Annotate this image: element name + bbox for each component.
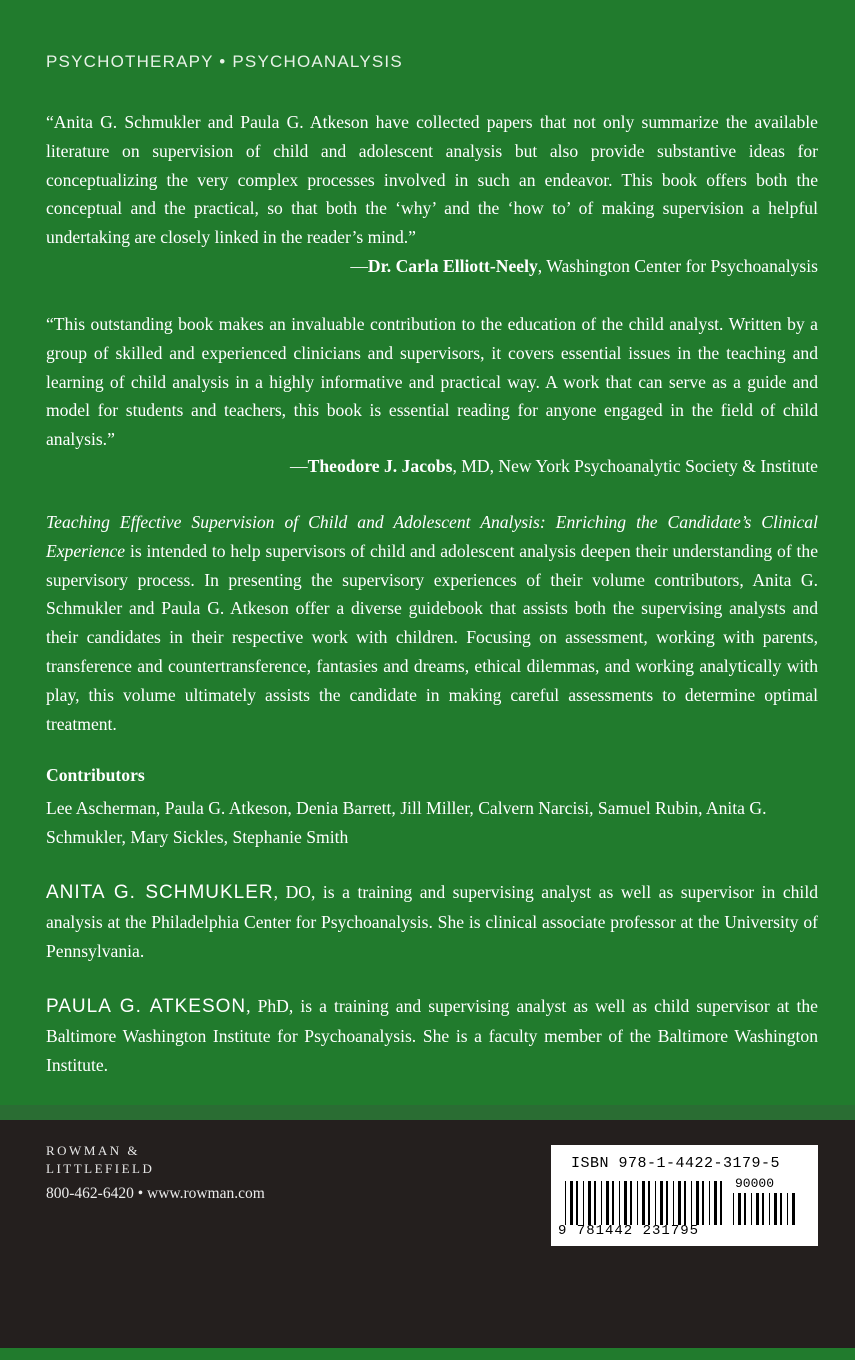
publisher-name-line-2: LITTLEFIELD [46, 1161, 155, 1176]
barcode-panel [551, 1145, 818, 1246]
description-text: is intended to help supervisors of child and adolescent analysis deepen their understanding of the supervisory process. In presenting the supervisory experiences of their volume contributors, Anita G. Schmukler and Paula G. Atkeson offer a diverse guidebook that assists both the supervising analysts and their candidates in their respective work with children. Focusing on assessment, working with parents, transference and countertransference, fantasies and dreams, ethical dilemmas, and working analytically with play, this volume ultimately assists the candidate in making careful assessments to determine optimal treatment. [46, 540, 818, 734]
ean-barcode-icon [565, 1181, 725, 1225]
publisher-name-line-1: ROWMAN & [46, 1143, 141, 1158]
endorser-name-2: Theodore J. Jacobs [307, 456, 453, 476]
attribution-dash: — [350, 256, 368, 276]
ean-digits: 9 781442 231795 [558, 1223, 700, 1239]
price-code: 90000 [735, 1176, 775, 1191]
price-barcode-icon [733, 1193, 795, 1225]
endorser-affiliation-1: , Washington Center for Psychoanalysis [537, 256, 818, 276]
endorsement-quote-2: “This outstanding book makes an invaluable contribution to the education of the child analyst. Written by a group of skilled and experienced clinicians and supervisors, it covers essential issues in the teaching and learning of child analysis in a highly informative and practical way. A work that can serve as a guide and model for students and teachers, this book is essential reading for anyone engaged in the field of child analysis.” [46, 314, 818, 450]
author-bio-text-2: , PhD, is a training and supervising analyst as well as child supervisor at the Baltimore Washington Institute for Psychoanalysis. She is a faculty member of the Baltimore Washington Institute. [46, 996, 818, 1075]
endorser-affiliation-2: , MD, New York Psychoanalytic Society & Institute [452, 456, 818, 476]
endorsement-attribution-2 [290, 452, 818, 481]
book-description [46, 508, 818, 738]
author-bio-1 [46, 878, 818, 965]
author-name-1: ANITA G. SCHMUKLER [46, 882, 274, 903]
endorsement-attribution-1 [350, 252, 818, 281]
book-title: Teaching Effective Supervision of Child and Adolescent Analysis: Enriching the Candidate’s Clinical Experience [46, 512, 818, 561]
author-bio-2 [46, 992, 818, 1079]
endorsement-quote-1: “Anita G. Schmukler and Paula G. Atkeson have collected papers that not only summarize the available literature on supervision of child and adolescent analysis but also provide substantive ideas for conceptualizing the very complex processes involved in such an endeavor. This book offers both the conceptual and the practical, so that both the ‘why’ and the ‘how to’ of making supervision a helpful undertaking are closely linked in the reader’s mind.” [46, 112, 818, 248]
footer-bottom-edge [0, 1348, 855, 1360]
publisher-contact: 800-462-6420 • www.rowman.com [46, 1185, 265, 1202]
endorser-name-1: Dr. Carla Elliott-Neely [367, 256, 538, 276]
contributors-list: Lee Ascherman, Paula G. Atkeson, Denia Barrett, Jill Miller, Calvern Narcisi, Samuel Rubin, Anita G. Schmukler, Mary Sickles, Stephanie Smith [46, 798, 767, 847]
contributors-heading: Contributors [46, 765, 145, 785]
category-label: PSYCHOTHERAPY • PSYCHOANALYSIS [46, 52, 403, 71]
publisher-logo [46, 1142, 154, 1178]
attribution-dash: — [290, 456, 308, 476]
author-bio-text-1: , DO, is a training and supervising analyst as well as supervisor in child analysis at the Philadelphia Center for Psychoanalysis. She is clinical associate professor at the University of Pennsylvania. [46, 882, 819, 961]
author-name-2: PAULA G. ATKESON [46, 996, 247, 1017]
isbn-text: ISBN 978-1-4422-3179-5 [571, 1155, 781, 1172]
